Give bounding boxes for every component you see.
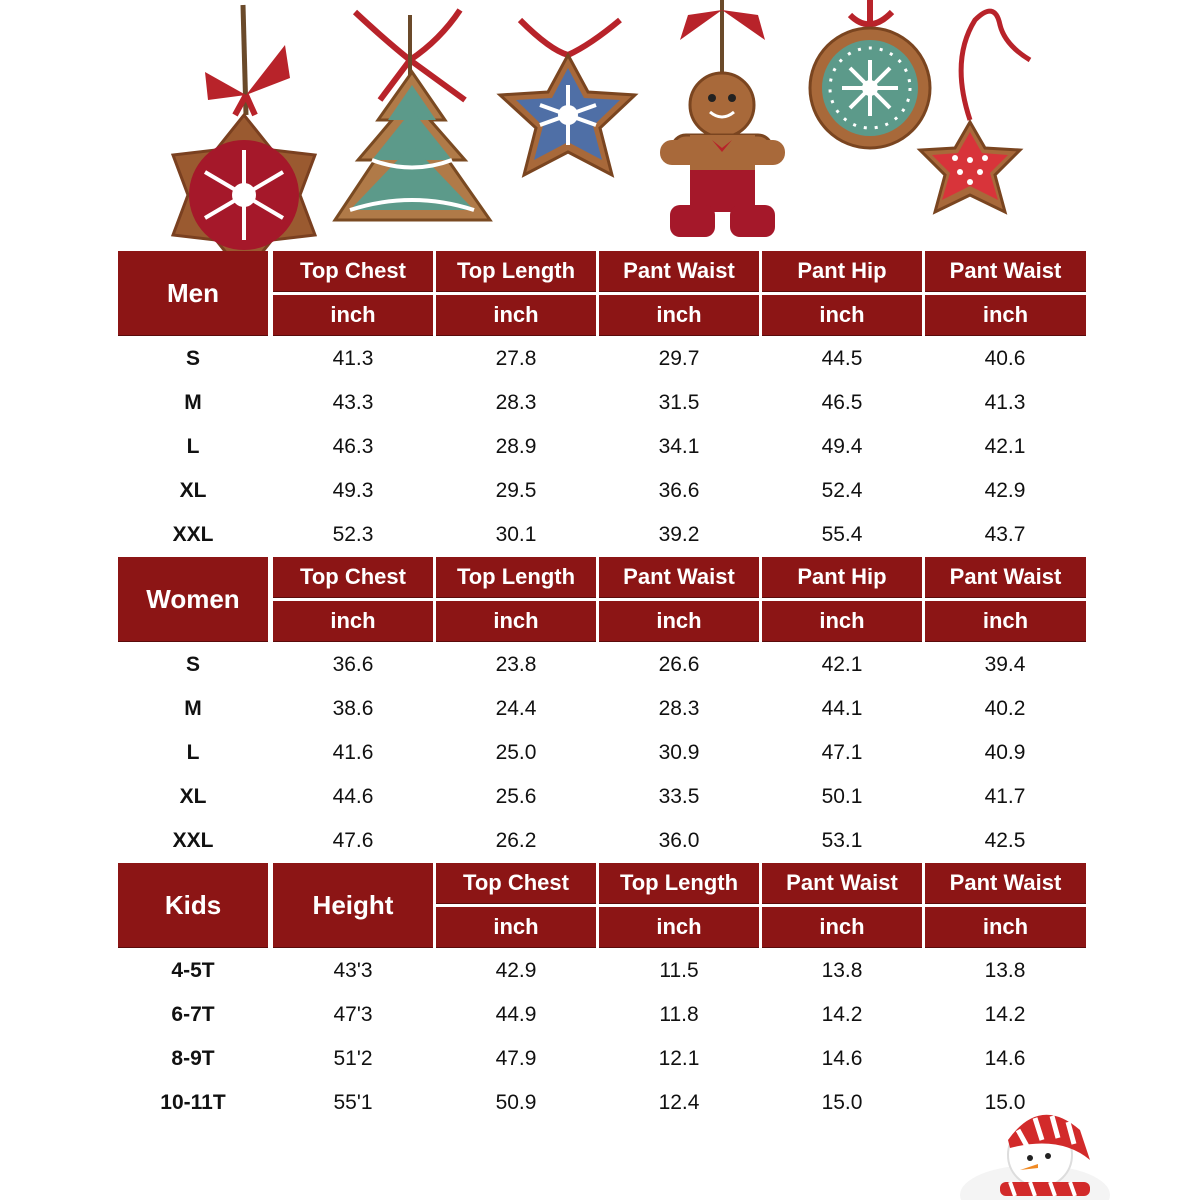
unit-label: inch xyxy=(762,601,922,641)
unit-label: inch xyxy=(436,295,596,335)
table-row xyxy=(118,337,1086,381)
measurement-cell: 42.5 xyxy=(984,829,1026,852)
size-label: L xyxy=(186,435,200,458)
measurement-cell: 36.6 xyxy=(332,653,374,676)
measurement-cell: 29.5 xyxy=(495,479,537,502)
size-label: L xyxy=(186,741,200,764)
kids-size-table xyxy=(118,863,1086,1125)
measurement-cell: 44.6 xyxy=(332,785,374,808)
measurement-cell: 30.1 xyxy=(495,523,537,546)
measurement-cell: 47.6 xyxy=(332,829,374,852)
measurement-cell: 31.5 xyxy=(658,391,700,414)
measurement-cell: 26.2 xyxy=(495,829,537,852)
size-label: XL xyxy=(179,785,207,808)
measurement-cell: 36.6 xyxy=(658,479,700,502)
section-title-women: Women xyxy=(118,557,268,641)
measurement-cell: 41.3 xyxy=(332,347,374,370)
measurement-cell: 41.3 xyxy=(984,391,1026,414)
unit-label: inch xyxy=(599,907,759,947)
measurement-cell: 12.4 xyxy=(658,1091,700,1114)
column-header: Pant Waist xyxy=(925,251,1086,291)
measurement-cell: 14.6 xyxy=(821,1047,863,1070)
measurement-cell: 39.4 xyxy=(984,653,1026,676)
measurement-cell: 52.4 xyxy=(821,479,863,502)
table-row xyxy=(118,643,1086,687)
unit-label: inch xyxy=(762,295,922,335)
measurement-cell: 44.1 xyxy=(821,697,863,720)
measurement-cell: 29.7 xyxy=(658,347,700,370)
measurement-cell: 55'1 xyxy=(333,1091,373,1114)
table-row xyxy=(118,949,1086,993)
measurement-cell: 40.2 xyxy=(984,697,1026,720)
table-row xyxy=(118,513,1086,557)
section-title-kids: Kids xyxy=(118,863,268,947)
height-column-header: Height xyxy=(273,863,433,947)
measurement-cell: 50.1 xyxy=(821,785,863,808)
column-header: Pant Waist xyxy=(599,251,759,291)
measurement-cell: 15.0 xyxy=(821,1091,863,1114)
measurement-cell: 33.5 xyxy=(658,785,700,808)
size-label: 6-7T xyxy=(171,1003,215,1026)
measurement-cell: 11.5 xyxy=(659,959,699,982)
snowman-icon xyxy=(940,1100,1120,1200)
measurement-cell: 28.9 xyxy=(495,435,537,458)
measurement-cell: 27.8 xyxy=(495,347,537,370)
unit-label: inch xyxy=(925,907,1086,947)
measurement-cell: 44.5 xyxy=(821,347,863,370)
small-star-ornament-icon xyxy=(920,11,1030,212)
round-cookie-ornament-icon xyxy=(810,0,930,148)
size-label: XXL xyxy=(172,829,214,852)
measurement-cell: 13.8 xyxy=(821,959,863,982)
size-label: S xyxy=(185,347,200,370)
column-header: Pant Hip xyxy=(762,557,922,597)
column-header: Pant Waist xyxy=(925,557,1086,597)
men-header xyxy=(118,251,1086,337)
christmas-ornaments-illustration xyxy=(0,0,1200,290)
measurement-cell: 43'3 xyxy=(333,959,373,982)
measurement-cell: 14.2 xyxy=(984,1003,1026,1026)
size-label: 4-5T xyxy=(171,959,215,982)
column-header: Pant Waist xyxy=(599,557,759,597)
snowflake-cookie-ornament-icon xyxy=(173,5,315,275)
measurement-cell: 47'3 xyxy=(333,1003,373,1026)
column-header: Top Length xyxy=(436,251,596,291)
table-row xyxy=(118,993,1086,1037)
table-row xyxy=(118,1037,1086,1081)
table-row xyxy=(118,425,1086,469)
measurement-cell: 49.4 xyxy=(821,435,863,458)
size-label: 8-9T xyxy=(171,1047,215,1070)
unit-label: inch xyxy=(436,601,596,641)
column-header: Pant Hip xyxy=(762,251,922,291)
measurement-cell: 42.9 xyxy=(495,959,537,982)
men-rows xyxy=(118,337,1086,557)
measurement-cell: 42.1 xyxy=(821,653,863,676)
men-size-table xyxy=(118,251,1086,557)
unit-label: inch xyxy=(436,907,596,947)
measurement-cell: 41.7 xyxy=(984,785,1026,808)
measurement-cell: 43.7 xyxy=(984,523,1026,546)
column-header: Pant Waist xyxy=(925,863,1086,903)
measurement-cell: 30.9 xyxy=(658,741,700,764)
measurement-cell: 26.6 xyxy=(658,653,700,676)
measurement-cell: 39.2 xyxy=(658,523,700,546)
measurement-cell: 49.3 xyxy=(332,479,374,502)
table-row xyxy=(118,731,1086,775)
kids-header xyxy=(118,863,1086,949)
unit-label: inch xyxy=(599,601,759,641)
size-label: 10-11T xyxy=(160,1091,226,1114)
measurement-cell: 51'2 xyxy=(333,1047,373,1070)
size-label: XXL xyxy=(172,523,214,546)
measurement-cell: 47.1 xyxy=(821,741,863,764)
measurement-cell: 23.8 xyxy=(495,653,537,676)
women-size-table xyxy=(118,557,1086,863)
column-header: Top Chest xyxy=(273,251,433,291)
measurement-cell: 15.0 xyxy=(984,1091,1026,1114)
column-header: Top Length xyxy=(436,557,596,597)
measurement-cell: 11.8 xyxy=(659,1003,699,1026)
column-header: Pant Waist xyxy=(762,863,922,903)
measurement-cell: 28.3 xyxy=(658,697,700,720)
measurement-cell: 53.1 xyxy=(821,829,863,852)
column-header: Top Chest xyxy=(273,557,433,597)
measurement-cell: 41.6 xyxy=(332,741,374,764)
size-label: XL xyxy=(179,479,207,502)
measurement-cell: 28.3 xyxy=(495,391,537,414)
measurement-cell: 50.9 xyxy=(495,1091,537,1114)
column-header: Top Chest xyxy=(436,863,596,903)
table-row xyxy=(118,819,1086,863)
measurement-cell: 25.6 xyxy=(495,785,537,808)
measurement-cell: 40.6 xyxy=(984,347,1026,370)
measurement-cell: 13.8 xyxy=(984,959,1026,982)
women-header xyxy=(118,557,1086,643)
measurement-cell: 14.6 xyxy=(984,1047,1026,1070)
table-row xyxy=(118,775,1086,819)
tree-cookie-ornament-icon xyxy=(335,10,490,220)
measurement-cell: 46.3 xyxy=(332,435,374,458)
unit-label: inch xyxy=(273,601,433,641)
unit-label: inch xyxy=(273,295,433,335)
size-label: S xyxy=(185,653,200,676)
table-row xyxy=(118,687,1086,731)
measurement-cell: 46.5 xyxy=(821,391,863,414)
measurement-cell: 36.0 xyxy=(658,829,700,852)
measurement-cell: 40.9 xyxy=(984,741,1026,764)
measurement-cell: 38.6 xyxy=(332,697,374,720)
measurement-cell: 44.9 xyxy=(495,1003,537,1026)
unit-label: inch xyxy=(599,295,759,335)
unit-label: inch xyxy=(762,907,922,947)
measurement-cell: 55.4 xyxy=(821,523,863,546)
measurement-cell: 14.2 xyxy=(821,1003,863,1026)
column-header: Top Length xyxy=(599,863,759,903)
measurement-cell: 43.3 xyxy=(332,391,374,414)
measurement-cell: 25.0 xyxy=(495,741,537,764)
table-row xyxy=(118,381,1086,425)
table-row xyxy=(118,469,1086,513)
unit-label: inch xyxy=(925,601,1086,641)
unit-label: inch xyxy=(925,295,1086,335)
star-cookie-ornament-icon xyxy=(500,20,635,175)
size-label: M xyxy=(184,391,202,414)
measurement-cell: 34.1 xyxy=(658,435,700,458)
gingerbread-man-ornament-icon xyxy=(660,0,785,237)
measurement-cell: 42.9 xyxy=(984,479,1026,502)
women-rows xyxy=(118,643,1086,863)
section-title-men: Men xyxy=(118,251,268,335)
measurement-cell: 47.9 xyxy=(495,1047,537,1070)
size-label: M xyxy=(184,697,202,720)
measurement-cell: 24.4 xyxy=(495,697,537,720)
measurement-cell: 12.1 xyxy=(658,1047,700,1070)
measurement-cell: 52.3 xyxy=(332,523,374,546)
kids-rows xyxy=(118,949,1086,1125)
measurement-cell: 42.1 xyxy=(984,435,1026,458)
